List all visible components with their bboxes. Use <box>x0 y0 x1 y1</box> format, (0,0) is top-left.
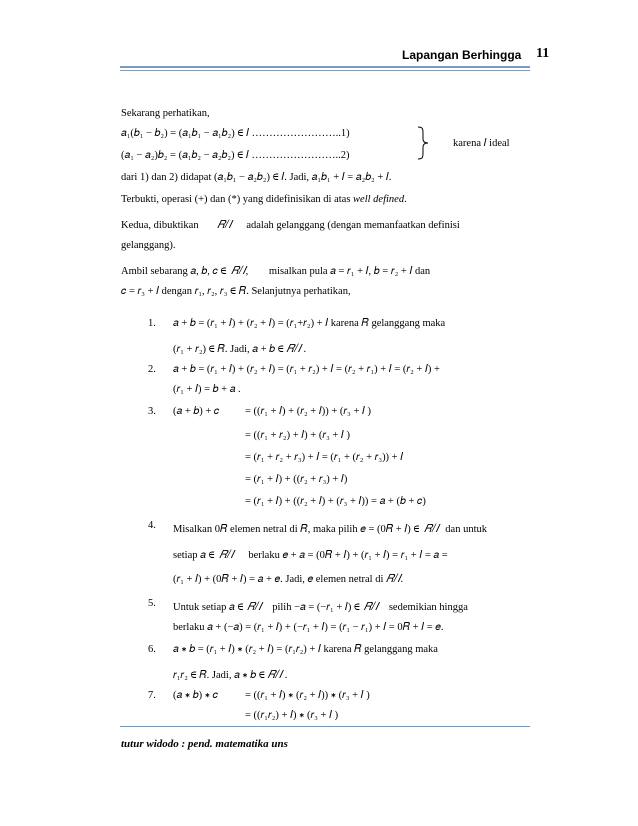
text-line: 𝑐 = 𝑟₃ + 𝐼 dengan 𝑟₁, 𝑟₂, 𝑟₃ ∈ 𝑅. Selanjutnya perhatikan, <box>121 286 351 297</box>
list-item-text: (𝑟₁ + 𝑟₂) ∈ 𝑅. Jadi, 𝑎 + 𝑏 ∈ 𝑅/𝐼 . <box>173 340 307 355</box>
quotient-ring-symbol: 𝑅/𝐼 <box>247 598 262 613</box>
equation-row: = (𝑟₁ + 𝐼) + ((𝑟₂ + 𝑟₃) + 𝐼) <box>245 474 348 485</box>
list-item-text: 𝑎 + 𝑏 = (𝑟₁ + 𝐼) + (𝑟₂ + 𝐼) = (𝑟₁ + 𝑟₂) + 𝐼 = (𝑟₂ + 𝑟₁) + 𝐼 = (𝑟₂ + 𝐼) + <box>173 364 440 375</box>
text-line: Terbukti, operasi (+) dan (*) yang didefinisikan di atas well defined. <box>121 194 407 205</box>
page-number: 11 <box>536 46 550 61</box>
text-line: Ambil sebarang 𝑎, 𝑏, 𝑐 ∈ 𝑅/𝐼, misalkan pula 𝑎 = 𝑟₁ + 𝐼, 𝑏 = 𝑟₂ + 𝐼 dan <box>121 262 431 277</box>
header-rule <box>120 66 530 68</box>
curly-brace-icon <box>417 126 429 160</box>
equation-row: = (𝑟₁ + 𝑟₂ + 𝑟₃) + 𝐼 = (𝑟₁ + (𝑟₂ + 𝑟₃)) + 𝐼 <box>245 452 404 463</box>
quotient-ring-symbol: 𝑅/𝐼 <box>217 216 232 231</box>
list-item-text: 𝑟₁𝑟₂ ∈ 𝑅. Jadi, 𝑎 ∗ 𝑏 ∈ 𝑅/𝐼 . <box>173 666 288 681</box>
equation-lhs: (𝑎 ∗ 𝑏) ∗ 𝑐 <box>173 690 218 701</box>
quotient-ring-symbol: 𝑅/𝐼 <box>286 340 301 355</box>
quotient-ring-symbol: 𝑅/𝐼 <box>386 570 401 585</box>
equation-row: = ((𝑟₁ + 𝐼) + (𝑟₂ + 𝐼)) + (𝑟₃ + 𝐼 ) <box>245 406 372 417</box>
list-item-text: setiap 𝑎 ∈ 𝑅/𝐼 berlaku 𝑒 + 𝑎 = (0𝑅 + 𝐼) + (𝑟₁ + 𝐼) = 𝑟₁ + 𝐼 = 𝑎 = <box>173 546 448 561</box>
list-item-text: (𝑟₁ + 𝐼) = 𝑏 + 𝑎 . <box>173 384 241 395</box>
list-item-text: Untuk setiap 𝑎 ∈ 𝑅/𝐼 pilih −𝑎 = (−𝑟₁ + 𝐼) ∈ 𝑅/𝐼 sedemikian hingga <box>173 598 468 613</box>
equation-row: = (𝑟₁ + 𝐼) + ((𝑟₂ + 𝐼) + (𝑟₃ + 𝐼)) = 𝑎 + (𝑏 + 𝑐) <box>245 496 426 507</box>
text-line: Kedua, dibuktikan 𝑅/𝐼 adalah gelanggang (dengan memanfaatkan definisi <box>121 216 460 231</box>
text-line: dari 1) dan 2) didapat (𝑎₁𝑏₁ − 𝑎₂𝑏₂) ∈ 𝐼. Jadi, 𝑎₁𝑏₁ + 𝐼 = 𝑎₂𝑏₂ + 𝐼. <box>121 172 392 183</box>
equation-row: = ((𝑟₁ + 𝑟₂) + 𝐼) + (𝑟₃ + 𝐼 ) <box>245 430 350 441</box>
list-item-text: berlaku 𝑎 + (−𝑎) = (𝑟₁ + 𝐼) + (−𝑟₁ + 𝐼) = (𝑟₁ − 𝑟₁) + 𝐼 = 0𝑅 + 𝐼 = 𝑒. <box>173 622 444 633</box>
running-header-title: Lapangan Berhingga <box>402 48 522 62</box>
list-number: 4. <box>148 520 156 531</box>
list-number: 7. <box>148 690 156 701</box>
quotient-ring-symbol: 𝑅/𝐼 <box>363 598 379 613</box>
quotient-ring-symbol: 𝑅/𝐼 <box>219 546 234 561</box>
list-number: 5. <box>148 598 156 609</box>
running-footer: tutur widodo : pend. matematika uns <box>121 738 288 750</box>
list-number: 3. <box>148 406 156 417</box>
quotient-ring-symbol: 𝑅/𝐼 <box>267 666 283 681</box>
list-number: 1. <box>148 318 156 329</box>
list-item-text: 𝑎 ∗ 𝑏 = (𝑟₁ + 𝐼) ∗ (𝑟₂ + 𝐼) = (𝑟₁𝑟₂) + 𝐼 karena 𝑅 gelanggang maka <box>173 644 438 655</box>
list-item-text: 𝑎 + 𝑏 = (𝑟₁ + 𝐼) + (𝑟₂ + 𝐼) = (𝑟₁+𝑟₂) + 𝐼 karena 𝑅 gelanggang maka <box>173 318 446 329</box>
list-number: 2. <box>148 364 156 375</box>
text-line: gelanggang). <box>121 240 176 251</box>
list-item-text: Misalkan 0𝑅 elemen netral di 𝑅, maka pilih 𝑒 = (0𝑅 + 𝐼) ∈ 𝑅/𝐼 dan untuk <box>173 520 487 535</box>
quotient-ring-symbol: 𝑅/𝐼, <box>231 262 249 277</box>
equation-lhs: (𝑎 + 𝑏) + 𝑐 <box>173 406 220 417</box>
equation-1: 𝑎₁(𝑏₁ − 𝑏₂) = (𝑎₁𝑏₁ − 𝑎₁𝑏₂) ∈ 𝐼 ……………………..1) <box>121 128 350 139</box>
quotient-ring-symbol: 𝑅/𝐼 <box>424 520 439 535</box>
list-item-text: (𝑟₁ + 𝐼) + (0𝑅 + 𝐼) = 𝑎 + 𝑒. Jadi, 𝑒 elemen netral di 𝑅/𝐼. <box>173 570 404 585</box>
equation-row: = ((𝑟₁ + 𝐼) ∗ (𝑟₂ + 𝐼)) ∗ (𝑟₃ + 𝐼 ) <box>245 690 370 701</box>
list-number: 6. <box>148 644 156 655</box>
equation-2: (𝑎₁ − 𝑎₂)𝑏₂ = (𝑎₁𝑏₂ − 𝑎₂𝑏₂) ∈ 𝐼 ……………………..2) <box>121 150 350 161</box>
header-rule-thin <box>120 70 530 71</box>
footer-rule <box>120 726 530 727</box>
text-line: Sekarang perhatikan, <box>121 108 210 119</box>
equation-row: = ((𝑟₁𝑟₂) + 𝐼) ∗ (𝑟₃ + 𝐼 ) <box>245 710 339 721</box>
brace-note: karena 𝐼 ideal <box>453 138 510 149</box>
